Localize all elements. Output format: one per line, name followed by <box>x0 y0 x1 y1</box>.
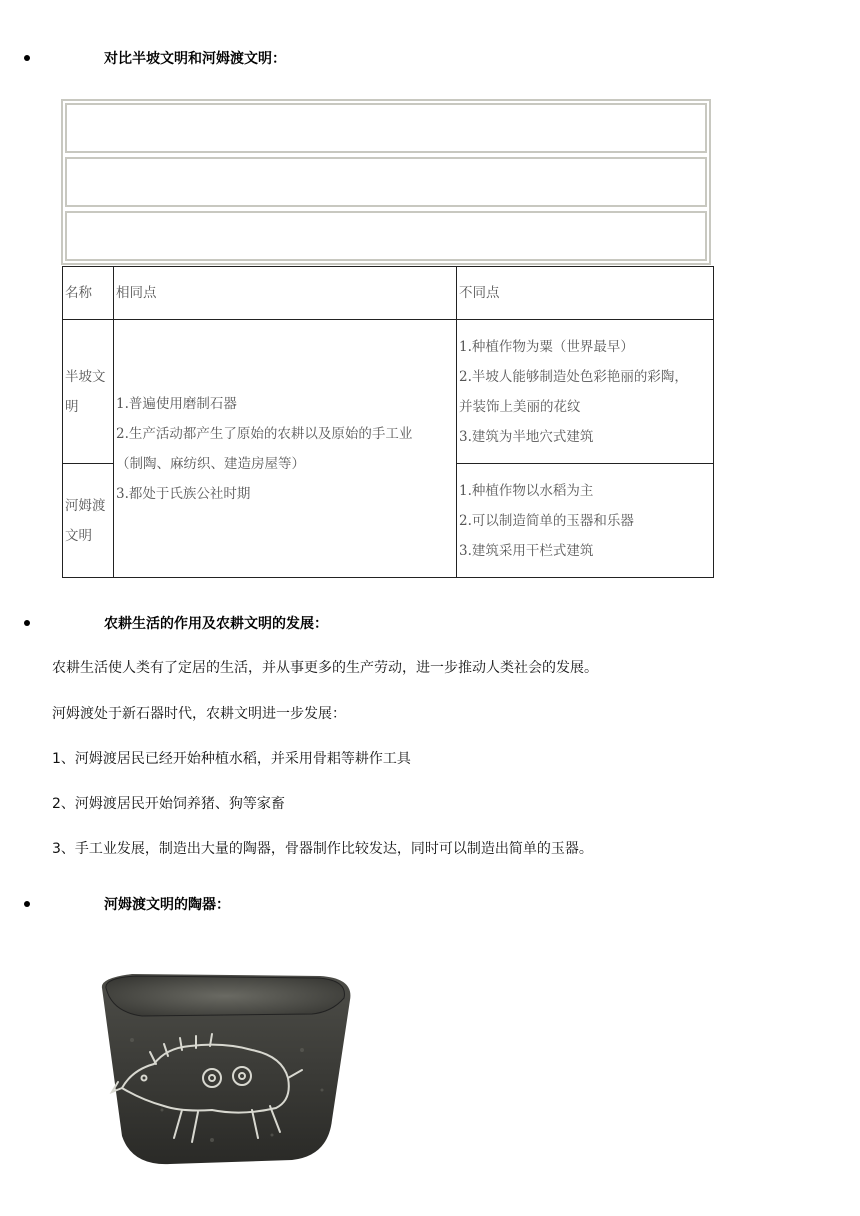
bullet-icon <box>24 55 30 61</box>
common-point: 2.生产活动都产生了原始的农耕以及原始的手工业 <box>116 425 413 442</box>
banpo-differences-cell <box>457 320 714 464</box>
table-header-row <box>63 267 714 320</box>
banpo-difference: 并装饰上美丽的花纹 <box>459 398 581 415</box>
hemudu-name-line: 文明 <box>65 527 92 544</box>
banpo-difference: 1.种植作物为粟（世界最早） <box>459 338 634 355</box>
banpo-name-cell <box>63 320 114 464</box>
header-differences: 不同点 <box>457 267 714 320</box>
common-points-cell <box>114 320 457 578</box>
heading-text: 农耕生活的作用及农耕文明的发展： <box>104 616 328 632</box>
banpo-name-line: 明 <box>65 398 79 415</box>
bullet-icon <box>24 901 30 907</box>
empty-table-row <box>65 157 707 207</box>
heading-text: 河姆渡文明的陶器： <box>104 897 230 913</box>
common-point: 3.都处于氏族公社时期 <box>116 485 251 502</box>
paragraph: 1、河姆渡居民已经开始种植水稻，并采用骨耜等耕作工具 <box>52 751 411 767</box>
section-heading-farming <box>24 613 328 633</box>
common-point: 1.普遍使用磨制石器 <box>116 395 237 412</box>
bullet-icon <box>24 620 30 626</box>
empty-table-row <box>65 211 707 261</box>
hemudu-differences-cell <box>457 464 714 578</box>
common-point: （制陶、麻纺织、建造房屋等） <box>116 455 305 472</box>
hemudu-difference: 1.种植作物以水稻为主 <box>459 482 594 499</box>
empty-table <box>61 99 711 265</box>
hemudu-name-cell <box>63 464 114 578</box>
comparison-table <box>62 266 714 578</box>
paragraph: 3、手工业发展，制造出大量的陶器，骨器制作比较发达，同时可以制造出简单的玉器。 <box>52 841 593 857</box>
table-row-banpo <box>63 320 714 464</box>
banpo-difference: 2.半坡人能够制造处色彩艳丽的彩陶， <box>459 368 688 385</box>
section-heading-comparison <box>24 48 286 68</box>
hemudu-name-line: 河姆渡 <box>65 497 106 514</box>
section-heading-pottery <box>24 894 230 914</box>
banpo-name-line: 半坡文 <box>65 368 106 385</box>
paragraph: 河姆渡处于新石器时代，农耕文明进一步发展： <box>52 706 346 722</box>
header-common: 相同点 <box>114 267 457 320</box>
paragraph: 2、河姆渡居民开始饲养猪、狗等家畜 <box>52 796 285 812</box>
heading-text: 对比半坡文明和河姆渡文明： <box>104 51 286 67</box>
hemudu-pottery-bowl-image <box>92 960 360 1172</box>
hemudu-difference: 2.可以制造简单的玉器和乐器 <box>459 512 634 529</box>
empty-table-row <box>65 103 707 153</box>
banpo-difference: 3.建筑为半地穴式建筑 <box>459 428 594 445</box>
paragraph: 农耕生活使人类有了定居的生活，并从事更多的生产劳动，进一步推动人类社会的发展。 <box>52 660 598 676</box>
hemudu-difference: 3.建筑采用干栏式建筑 <box>459 542 594 559</box>
header-name: 名称 <box>63 267 114 320</box>
